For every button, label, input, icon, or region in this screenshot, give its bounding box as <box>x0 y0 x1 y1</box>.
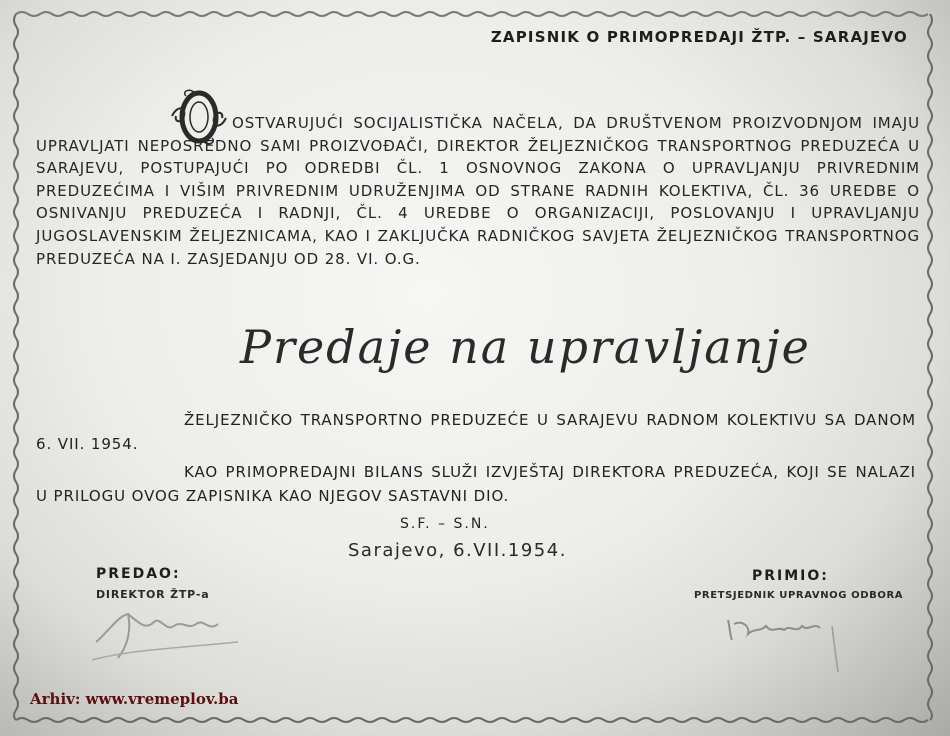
handed-over-signature <box>88 602 248 666</box>
intro-paragraph: OSTVARUJUĆI SOCIJALISTIČKA NAČELA, DA DRUŠTVENOM PROIZVODNJOM IMAJU UPRAVLJATI NEPOSREDNO SAMI PROIZVOĐAČI, DIREKTOR ŽELJEZNIČKOG TRANSPORTNOG PREDUZEĆA U SARAJEVU, POSTUPAJUĆI PO ODREDBI ČL. 1 OSNOVNOG ZAKONA O UPRAVLJANJU PRIVREDNIM PREDUZEĆIMA I VIŠIM PRIVREDNIM UDRUŽENJIMA OD STRANE RADNIH KOLEKTIVA, ČL. 36 UREDBE O OSNIVANJU PREDUZEĆA I RADNJI, ČL. 4 UREDBE O ORGANIZACIJI, POSLOVANJU I UPRAVLJANJU JUGOSLAVENSKIM ŽELJEZNICAMA, KAO I ZAKLJUČKA RADNIČKOG SAVJETA ŽELJEZNIČKOG TRANSPORTNOG PREDUZEĆA NA I. ZASJEDANJU OD 28. VI. O.G. <box>36 114 920 268</box>
document-header: ZAPISNIK O PRIMOPREDAJI ŽTP. – SARAJEVO <box>490 28 908 46</box>
handover-paragraph: ŽELJEZNIČKO TRANSPORTNO PREDUZEĆE U SARAJEVU RADNOM KOLEKTIVU SA DANOM 6. VII. 1954. <box>36 411 916 453</box>
handed-over-title: DIREKTOR ŽTP-a <box>96 588 210 601</box>
balance-paragraph: KAO PRIMOPREDAJNI BILANS SLUŽI IZVJEŠTAJ DIREKTORA PREDUZEĆA, KOJI SE NALAZI U PRILOGU OVOG ZAPISNIKA KAO NJEGOV SASTAVNI DIO. <box>36 463 916 505</box>
document-title: Predaje na upravljanje <box>240 320 811 374</box>
place-and-date: Sarajevo, 6.VII.1954. <box>348 540 567 561</box>
received-label: PRIMIO: <box>752 568 829 584</box>
slogan-abbreviation: S.F. – S.N. <box>400 516 490 532</box>
document-body <box>36 408 916 508</box>
received-title: PRETSJEDNIK UPRAVNOG ODBORA <box>694 590 904 601</box>
handed-over-label: PREDAO: <box>96 566 181 582</box>
received-signature <box>720 606 870 676</box>
archive-credit: Arhiv: www.vremeplov.ba <box>30 690 239 708</box>
